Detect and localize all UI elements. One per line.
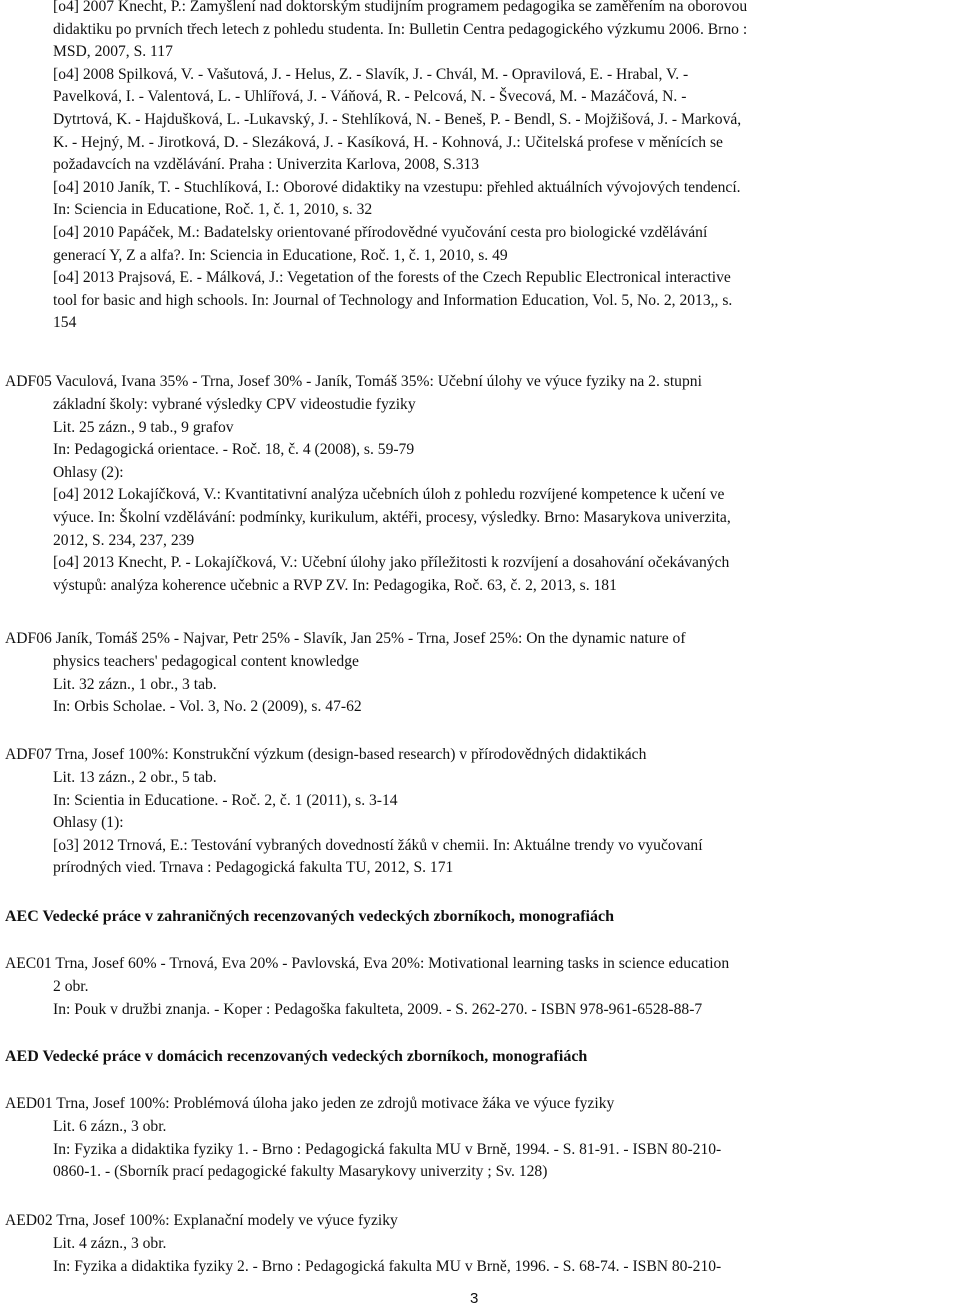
citation-line: K. - Hejný, M. - Jirotková, D. - Slezáková, J. - Kasíková, H. - Kohnová, J.: Učitelská profese v měnících se (53, 133, 723, 151)
entry-adf06-heading (5, 628, 953, 651)
citation-line: [o4] 2008 Spilková, V. - Vašutová, J. - Helus, Z. - Slavík, J. - Chvál, M. - Opravilová, E. - Hrabal, V. - (53, 65, 689, 83)
citation-line: tool for basic and high schools. In: Journal of Technology and Information Education, Vol. 5, No. 2, 2013,, s. (53, 291, 733, 309)
entry-line: In: Fyzika a didaktika fyziky 1. - Brno : Pedagogická fakulta MU v Brně, 1994. - S. 81-91. - ISBN 80-210- (53, 1140, 722, 1158)
entry-line: [o3] 2012 Trnová, E.: Testování vybraných dovedností žáků v chemii. In: Aktuálne trendy vo vyučovaní (53, 836, 703, 854)
citation-line: generací Y, Z a alfa?. In: Sciencia in Educatione, Roč. 1, č. 1, 2010, s. 49 (53, 246, 508, 264)
entry-line: Ohlasy (2): (53, 463, 124, 481)
citation-line: MSD, 2007, S. 117 (53, 43, 173, 61)
entry-line: Lit. 6 zázn., 3 obr. (53, 1118, 167, 1135)
entry-head-text: AED02 Trna, Josef 100%: Explanační modely ve výuce fyziky (5, 1212, 398, 1229)
entry-line: Lit. 25 zázn., 9 tab., 9 grafov (53, 418, 234, 436)
entry-line: Lit. 13 zázn., 2 obr., 5 tab. (53, 769, 217, 786)
citation-line: [o4] 2010 Papáček, M.: Badatelsky orientované přírodovědné vyučování cesta pro biologické vzdělávání (53, 223, 708, 241)
section-heading-aed: AED Vedecké práce v domácich recenzovaných vedeckých zborníkoch, monografiách (5, 1048, 588, 1065)
entry-adf07-heading (5, 744, 953, 767)
entry-line: základní školy: vybrané výsledky CPV videostudie fyziky (53, 396, 416, 413)
citation-line: [o4] 2010 Janík, T. - Stuchlíková, I.: Oborové didaktiky na vzestupu: přehled aktuálních vývojových tendencí. (53, 178, 741, 196)
entry-head-text: ADF07 Trna, Josef 100%: Konstrukční výzkum (design-based research) v přírodovědných didaktikách (5, 746, 647, 763)
entry-line: 0860-1. - (Sborník prací pedagogické fakulty Masarykovy univerzity ; Sv. 128) (53, 1163, 548, 1181)
entry-adf05-heading (5, 371, 953, 394)
entry-line: výstupů: analýza koherence učebnic a RVP ZV. In: Pedagogika, Roč. 63, č. 2, 2013, s. 181 (53, 576, 617, 594)
entry-line: In: Fyzika a didaktika fyziky 2. - Brno : Pedagogická fakulta MU v Brně, 1996. - S. 68-74. - ISBN 80-210- (53, 1257, 722, 1275)
entry-aed02-heading (5, 1210, 953, 1233)
citation-line: In: Sciencia in Educatione, Roč. 1, č. 1, 2010, s. 32 (53, 201, 373, 219)
entry-line: Lit. 32 zázn., 1 obr., 3 tab. (53, 675, 217, 693)
entry-line: In: Scientia in Educatione. - Roč. 2, č. 1 (2011), s. 3-14 (53, 791, 398, 809)
citation-line: požadavcích na vzdělávání. Praha : Univerzita Karlova, 2008, S.313 (53, 156, 480, 174)
entry-line: prírodných vied. Trnava : Pedagogická fakulta TU, 2012, S. 171 (53, 859, 454, 877)
entry-aed01-heading (5, 1093, 953, 1116)
entry-aed01-details (53, 1116, 953, 1184)
citation-line: 154 (53, 314, 77, 332)
entry-head-text: ADF05 Vaculová, Ivana 35% - Trna, Josef 30% - Janík, Tomáš 35%: Učební úlohy ve výuce fyziky na 2. stupni (5, 373, 702, 390)
citation-line: didaktiku po prvních třech letech z pohledu studenta. In: Bulletin Centra pedagogického výzkumu 2006. Brno : (53, 20, 748, 38)
entry-line: 2012, S. 234, 237, 239 (53, 531, 195, 549)
entry-aec01-heading (5, 953, 953, 976)
section-heading-aec: AEC Vedecké práce v zahraničných recenzovaných vedeckých zborníkoch, monografiách (5, 908, 614, 925)
citations-continuation (53, 0, 953, 335)
citation-line: [o4] 2007 Knecht, P.: Zamyšlení nad doktorským studijním programem pedagogika se zaměřením na oborovou (53, 0, 748, 15)
entry-line: 2 obr. (53, 978, 89, 995)
entry-adf06-details (53, 651, 953, 719)
page-number: 3 (470, 1290, 479, 1307)
entry-line: In: Orbis Scholae. - Vol. 3, No. 2 (2009), s. 47-62 (53, 698, 362, 716)
entry-head-text: ADF06 Janík, Tomáš 25% - Najvar, Petr 25% - Slavík, Jan 25% - Trna, Josef 25%: On the dynamic nature of (5, 630, 686, 647)
entry-head-text: AEC01 Trna, Josef 60% - Trnová, Eva 20% - Pavlovská, Eva 20%: Motivational learning tasks in science education (5, 955, 730, 972)
citation-line: Pavelková, I. - Valentová, L. - Uhlířová, J. - Váňová, R. - Pelcová, N. - Švecová, M. - Mazáčová, N. - (53, 88, 687, 106)
entry-line: [o4] 2012 Lokajíčková, V.: Kvantitativní analýza učebních úloh z pohledu rozvíjené kompetence k učení ve (53, 486, 725, 504)
entry-line: [o4] 2013 Knecht, P. - Lokajíčková, V.: Učební úlohy jako příležitosti k rozvíjení a dosahování očekávaných (53, 554, 730, 572)
entry-aec01-details (53, 976, 953, 1021)
entry-line: výuce. In: Školní vzdělávání: podmínky, kurikulum, aktéři, procesy, výsledky. Brno: Masarykova univerzita, (53, 508, 731, 526)
entry-head-text: AED01 Trna, Josef 100%: Problémová úloha jako jeden ze zdrojů motivace žáka ve výuce fyziky (5, 1095, 615, 1112)
entry-adf07-details (53, 767, 953, 880)
entry-aed02-details (53, 1233, 953, 1278)
citation-line: Dytrtová, K. - Hajdušková, L. -Lukavský, J. - Stehlíková, N. - Beneš, P. - Bendl, S. - Mojžišová, J. - Marková, (53, 110, 742, 128)
entry-line: Lit. 4 zázn., 3 obr. (53, 1235, 167, 1252)
entry-line: physics teachers' pedagogical content knowledge (53, 653, 359, 670)
entry-adf05-details (53, 394, 953, 597)
citation-line: [o4] 2013 Prajsová, E. - Málková, J.: Vegetation of the forests of the Czech Republic Electronical interactive (53, 269, 731, 287)
entry-line: In: Pedagogická orientace. - Roč. 18, č. 4 (2008), s. 59-79 (53, 441, 415, 459)
entry-line: Ohlasy (1): (53, 814, 124, 832)
entry-line: In: Pouk v družbi znanja. - Koper : Pedagoška fakulteta, 2009. - S. 262-270. - ISBN 978-961-6528-88-7 (53, 1000, 703, 1018)
